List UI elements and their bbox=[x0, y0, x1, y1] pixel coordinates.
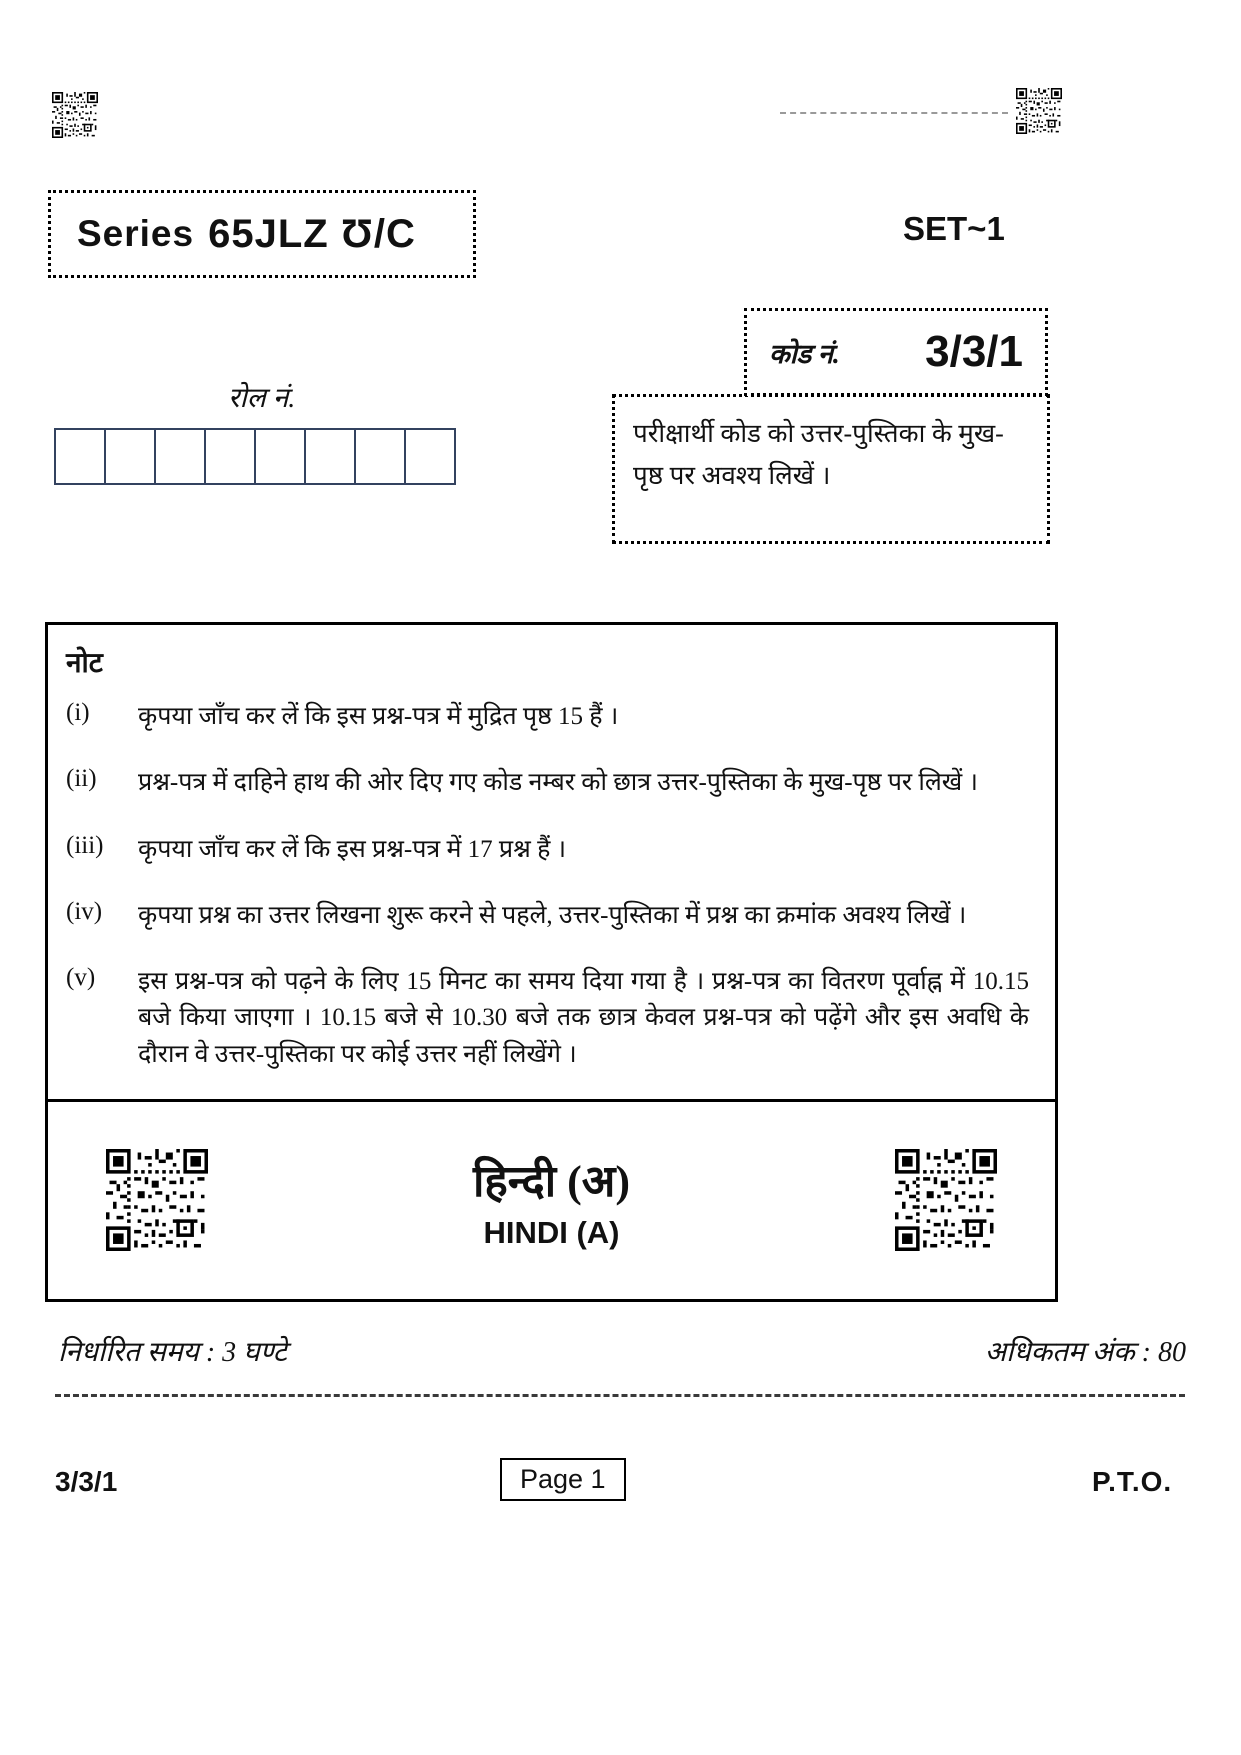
roll-number-boxes bbox=[54, 428, 454, 485]
roll-cell[interactable] bbox=[204, 428, 256, 485]
note-item-text: कृपया जाँच कर लें कि इस प्रश्न-पत्र में 17 प्रश्न हैं । bbox=[138, 835, 567, 863]
maximum-marks-label: अधिकतम अंक : 80 bbox=[984, 1337, 1186, 1368]
note-item-number: (v) bbox=[66, 964, 96, 991]
roll-number-label: रोल नं. bbox=[228, 383, 296, 414]
code-number-label: कोड नं. bbox=[769, 338, 840, 369]
roll-cell[interactable] bbox=[54, 428, 106, 485]
note-item-text: प्रश्न-पत्र में दाहिने हाथ की ओर दिए गए कोड नम्बर को छात्र उत्तर-पुस्तिका के मुख-पृष्ठ पर लिखें । bbox=[138, 769, 978, 797]
note-item-text: इस प्रश्न-पत्र को पढ़ने के लिए 15 मिनट का समय दिया गया है । प्रश्न-पत्र का वितरण पूर्वाह्न में 10.15 बजे किया जाएगा । 10.15 बजे से 10.30 बजे तक छात्र केवल प्रश्न-पत्र को पढ़ेंगे और इस अवधि के दौरान वे उत्तर-पुस्तिका पर कोई उत्तर नहीं लिखेंगे । bbox=[138, 968, 1029, 1068]
page-number-badge: Page 1 bbox=[500, 1458, 626, 1501]
note-item-text: कृपया प्रश्न का उत्तर लिखना शुरू करने से पहले, उत्तर-पुस्तिका में प्रश्न का क्रमांक अवश्य लिखें । bbox=[138, 901, 967, 929]
set-label: SET~1 bbox=[903, 210, 1005, 247]
qr-code-icon bbox=[52, 92, 98, 138]
candidate-code-note: परीक्षार्थी कोड को उत्तर-पुस्तिका के मुख-पृष्ठ पर अवश्य लिखें । bbox=[612, 394, 1050, 544]
note-box bbox=[45, 622, 1058, 1302]
footer-paper-code: 3/3/1 bbox=[55, 1466, 118, 1497]
note-item-number: (i) bbox=[66, 699, 90, 726]
qr-code-icon bbox=[106, 1149, 208, 1251]
code-number-value: 3/3/1 bbox=[925, 327, 1023, 376]
dashed-line bbox=[780, 112, 1008, 114]
time-marks-row bbox=[58, 1332, 1186, 1370]
series-box bbox=[48, 190, 476, 278]
allotted-time-label: निर्धारित समय : 3 घण्टे bbox=[58, 1337, 287, 1368]
qr-code-icon bbox=[1016, 88, 1062, 134]
note-item-number: (iv) bbox=[66, 897, 103, 925]
note-heading: नोट bbox=[66, 648, 103, 679]
note-items bbox=[66, 699, 1029, 1073]
subject-title-english: HINDI (A) bbox=[483, 1215, 620, 1251]
roll-cell[interactable] bbox=[254, 428, 306, 485]
note-content bbox=[48, 625, 1055, 1099]
roll-cell[interactable] bbox=[304, 428, 356, 485]
subject-title-hindi: हिन्दी (अ) bbox=[472, 1157, 631, 1207]
subject-section bbox=[48, 1099, 1055, 1299]
note-item-text: कृपया जाँच कर लें कि इस प्रश्न-पत्र में मुद्रित पृष्ठ 15 हैं । bbox=[138, 703, 619, 730]
roll-cell[interactable] bbox=[154, 428, 206, 485]
subject-titles bbox=[208, 1149, 895, 1251]
roll-cell[interactable] bbox=[104, 428, 156, 485]
note-item-number: (ii) bbox=[66, 765, 97, 793]
code-number-box bbox=[744, 308, 1048, 396]
roll-cell[interactable] bbox=[404, 428, 456, 485]
series-label: Series bbox=[77, 213, 195, 254]
pto-label: P.T.O. bbox=[1092, 1466, 1173, 1497]
qr-code-icon bbox=[895, 1149, 997, 1251]
dashed-divider bbox=[55, 1394, 1185, 1397]
roll-cell[interactable] bbox=[354, 428, 406, 485]
series-code: 65JLZ Ʊ/C bbox=[208, 211, 416, 256]
note-item-number: (iii) bbox=[66, 831, 104, 859]
